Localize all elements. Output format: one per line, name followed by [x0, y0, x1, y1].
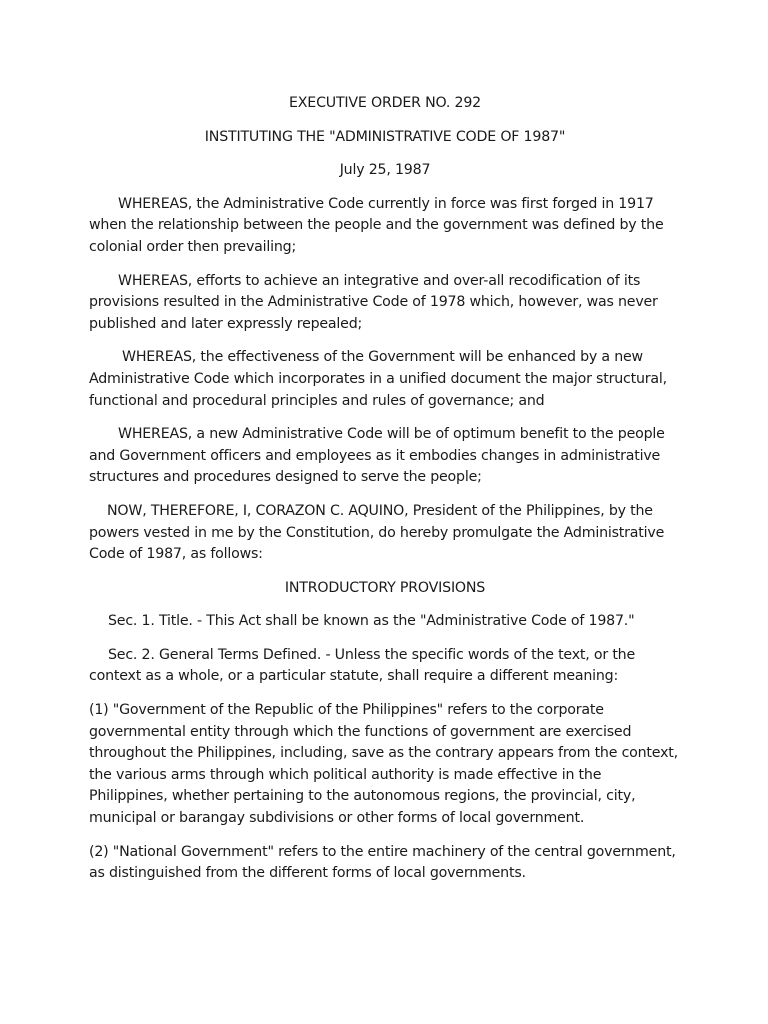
therefore-clause: NOW, THEREFORE, I, CORAZON C. AQUINO, President of the Philippines, by the powers vested in me by the Constitution, do hereby promulgate the Administrative Code of 1987, as follows: [89, 502, 665, 563]
document-title: INSTITUTING THE "ADMINISTRATIVE CODE OF 1987" [204, 128, 566, 145]
whereas-clause-4: WHEREAS, a new Administrative Code will be of optimum benefit to the people and Government officers and employees as it embodies changes in administrative structures and procedures designed to serve the people; [89, 426, 665, 486]
executive-order-number: EXECUTIVE ORDER NO. 292 [289, 95, 481, 111]
whereas-clause-3: WHEREAS, the effectiveness of the Government will be enhanced by a new Administrative Code which incorporates in a unified document the major structural, functional and procedural principles and rules of governance; and [89, 349, 667, 409]
document-date: July 25, 1987 [339, 162, 431, 179]
whereas-clause-2: WHEREAS, efforts to achieve an integrative and over-all recodification of its provisions resulted in the Administrative Code of 1978 which, however, was never published and later expressly repealed; [89, 272, 658, 332]
whereas-clause-1: WHEREAS, the Administrative Code currently in force was first forged in 1917 when the relationship between the people and the government was defined by the colonial order then prevailing; [89, 195, 664, 255]
definition-2: (2) "National Government" refers to the entire machinery of the central government, as distinguished from the different forms of local governments. [89, 843, 676, 882]
section-heading: INTRODUCTORY PROVISIONS [284, 579, 486, 596]
document-body [89, 93, 681, 897]
section-1-title: Sec. 1. Title. - This Act shall be known as the "Administrative Code of 1987." [108, 613, 635, 630]
definition-1: (1) "Government of the Republic of the Philippines" refers to the corporate governmental entity through which the functions of government are exercised throughout the Philippines, including, save as the contrary appears from the context, the various arms through which political authority is made effective in the Philippines, whether pertaining to the autonomous regions, the provincial, city, municipal or barangay subdivisions or other forms of local government. [89, 702, 678, 827]
section-2-definitions: Sec. 2. General Terms Defined. - Unless the specific words of the text, or the context as a whole, or a particular statute, shall require a different meaning: [89, 646, 636, 685]
